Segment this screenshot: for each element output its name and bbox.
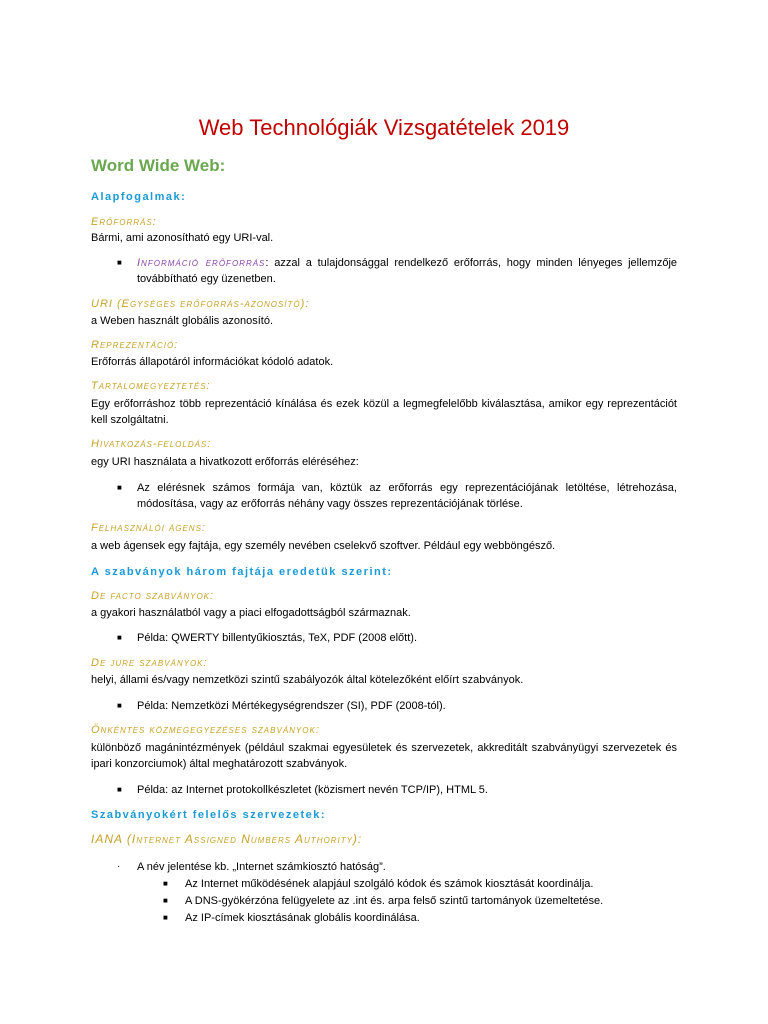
def-reprezentacio: Erőforrás állapotáról információkat kódoló adatok.	[91, 356, 334, 368]
term-iana: IANA (Internet Assigned Numbers Authority):	[91, 832, 363, 846]
bullet-eleres: Az elérésnek számos formája van, köztük az erőforrás egy reprezentációjának letöltése, létrehozása, módosítása, vagy az erőforrás néhány vagy összes reprezentációjának törlése.	[137, 482, 677, 510]
term-de-jure: De jure szabványok:	[91, 657, 208, 669]
iana-sub-item: Az Internet működésének alapjául szolgáló kódok és számok kiosztását koordinálja.	[185, 878, 594, 890]
example-de-facto: Példa: QWERTY billentyűkiosztás, TeX, PDF (2008 előtt).	[137, 632, 418, 644]
bullet-icon: ■	[117, 633, 122, 642]
bullet-icon: ■	[163, 896, 168, 905]
section-heading-www: Word Wide Web:	[91, 156, 226, 175]
heading-szabvanyok-fajtai: A szabványok három fajtája eredetük szerint:	[91, 566, 393, 578]
def-uri: a Weben használt globális azonosító.	[91, 315, 274, 327]
def-felhasznaloi-agens: a web ágensek egy fajtája, egy személy nevében cselekvő szoftver. Például egy webböngésző.	[91, 540, 556, 552]
term-reprezentacio: Reprezentáció:	[91, 339, 179, 351]
term-hivatkozas-feloldas: Hivatkozás-feloldás:	[91, 438, 212, 450]
bullet-icon: ■	[163, 879, 168, 888]
heading-szervezetek: Szabványokért felelős szervezetek:	[91, 809, 327, 821]
term-de-facto: De facto szabványok:	[91, 590, 215, 602]
example-onkentes: Példa: az Internet protokollkészletet (közismert nevén TCP/IP), HTML 5.	[137, 784, 488, 796]
heading-alapfogalmak: Alapfogalmak:	[91, 191, 187, 203]
term-onkentes: Önkéntes közmegegyezéses szabványok:	[91, 724, 320, 736]
iana-sub-item: Az IP-címek kiosztásának globális koordinálása.	[185, 912, 420, 924]
bullet-informacio-eroforras	[137, 255, 677, 287]
term-eroforras: Erőforrás:	[91, 216, 157, 228]
term-felhasznaloi-agens: Felhasználói ágens:	[91, 522, 206, 534]
def-hivatkozas-feloldas: egy URI használata a hivatkozott erőforrás eléréséhez:	[91, 456, 359, 468]
iana-sub-item: A DNS-gyökérzóna felügyelete az .int és. arpa felső szintű tartományok üzemeltetése.	[185, 895, 604, 907]
def-de-jure: helyi, állami és/vagy nemzetközi szintű szabályozók által kötelezőként előírt szabványok.	[91, 674, 524, 686]
def-eroforras: Bármi, ami azonosítható egy URI-val.	[91, 232, 274, 244]
bullet-icon: ■	[117, 701, 122, 710]
def-onkentes: különböző magánintézmények (például szakmai egyesületek és szervezetek, akkreditált szabványügyi szervezetek és ipari konzorciumok) által meghatározott szabványok.	[91, 742, 677, 770]
dot-bullet-icon: ·	[117, 861, 121, 872]
document-title: Web Technológiák Vizsgatételek 2019	[198, 115, 570, 140]
def-tartalomegyeztetes: Egy erőforráshoz több reprezentáció kínálása és ezek közül a legmegfelelőbb kiválasztása, amikor egy reprezentációt kell szolgáltatni.	[91, 398, 677, 426]
term-informacio-eroforras: Információ erőforrás	[137, 257, 266, 269]
example-de-jure: Példa: Nemzetközi Mértékegységrendszer (SI), PDF (2008-tól).	[137, 700, 446, 712]
bullet-icon: ■	[117, 483, 122, 492]
term-tartalomegyeztetes: Tartalomegyeztetés:	[91, 380, 211, 392]
bullet-icon: ■	[117, 258, 122, 267]
term-uri: URI (Egységes erőforrás-azonosító):	[91, 298, 310, 310]
def-informacio-eroforras: : azzal a tulajdonsággal rendelkező erőforrás, hogy minden lényeges jellemzője továbbítható egy üzenetben.	[137, 257, 678, 285]
def-de-facto: a gyakori használatból vagy a piaci elfogadottságból származnak.	[91, 607, 411, 619]
bullet-icon: ■	[163, 913, 168, 922]
bullet-icon: ■	[117, 785, 122, 794]
iana-name-meaning: A név jelentése kb. „Internet számkiosztó hatóság”.	[137, 861, 386, 873]
